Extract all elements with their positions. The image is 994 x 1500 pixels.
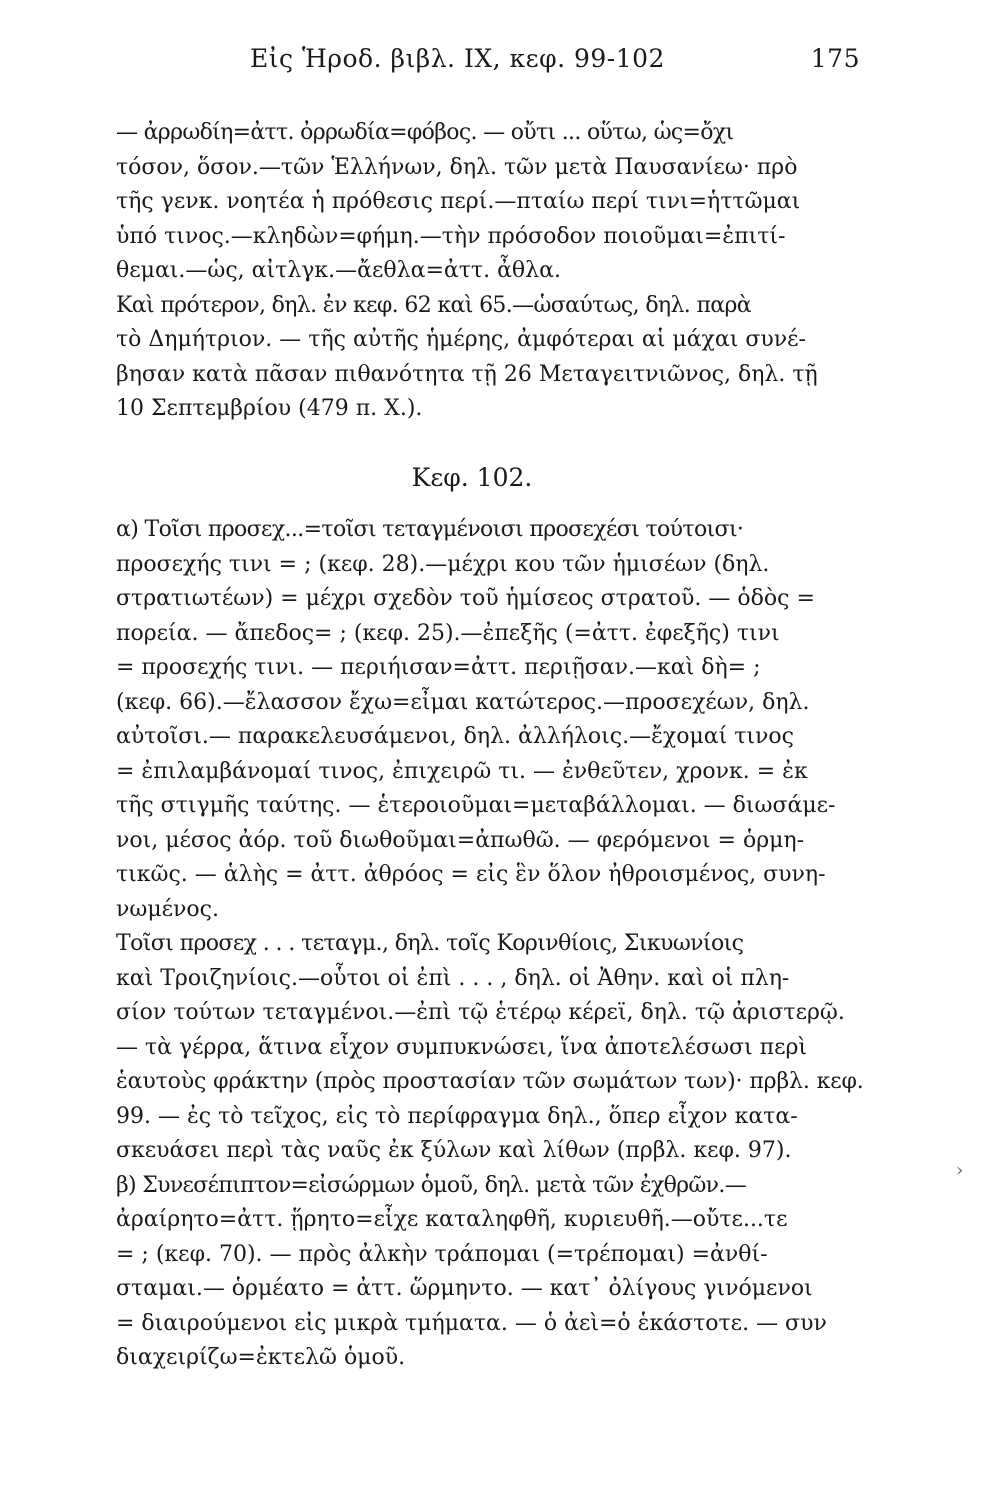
text-line: διαχειρίζω=ἐκτελῶ ὁμοῦ.	[116, 1345, 406, 1370]
text-line: ἀραίρητο=ἀττ. ᾕρητο=εἶχε καταληφθῆ, κυριευθῆ.—οὔτε...τε	[116, 1207, 788, 1232]
paragraph-2	[80, 289, 864, 427]
text-line: 10 Σεπτεμβρίου (479 π. Χ.).	[116, 396, 423, 421]
text-line: νωμένος.	[116, 896, 219, 922]
text-line: τῆς γενκ. νοητέα ἡ πρόθεσις περί.—πταίω περί τινι=ἡττῶμαι	[116, 189, 801, 214]
text-line: = διαιρούμενοι εἰς μικρὰ τμήματα. — ὁ ἀεὶ=ὁ ἑκάστοτε. — συν	[116, 1310, 827, 1336]
paragraph-1	[80, 116, 864, 289]
text-line: σκευάσει περὶ τὰς ναῦς ἐκ ξύλων καὶ λίθων (πρβλ. κεφ. 97).	[116, 1138, 792, 1163]
text-line: σίον τούτων τεταγμένοι.—ἐπὶ τῷ ἑτέρῳ κέρεϊ, δηλ. τῷ ἀριστερῷ.	[116, 1000, 845, 1025]
commentary-text	[80, 116, 864, 1376]
text-line: Τοῖσι προσεχ . . . τεταγμ., δηλ. τοῖς Κορινθίοις, Σικυωνίοις	[116, 931, 744, 956]
text-line: ὑπό τινος.—κληδὼν=φήμη.—τὴν πρόσοδον ποιοῦμαι=ἐπιτί-	[116, 223, 786, 249]
text-line: σταμαι.— ὁρμέατο = ἀττ. ὥρμηντο. — κατ᾽ ὀλίγους γινόμενοι	[116, 1276, 813, 1301]
text-line: τόσον, ὅσον.—τῶν Ἑλλήνων, δηλ. τῶν μετὰ Παυσανίεω· πρὸ	[116, 154, 798, 180]
paragraph-5	[80, 1169, 864, 1376]
text-line: αὐτοῖσι.— παρακελευσάμενοι, δηλ. ἀλλήλοις.—ἔχομαί τινος	[116, 724, 794, 749]
paragraph-4	[80, 927, 864, 1169]
text-line: α) Τοῖσι προσεχ...=τοῖσι τεταγμένοισι προσεχέσι τούτοισι·	[116, 517, 744, 542]
text-line: τικῶς. — ἁλὴς = ἀττ. ἀθρόος = εἰς ἓν ὅλον ἠθροισμένος, συνη-	[116, 862, 826, 887]
text-line: προσεχής τινι = ; (κεφ. 28).—μέχρι κου τῶν ἡμισέων (δηλ.	[116, 551, 770, 577]
text-line: — τὰ γέρρα, ἅτινα εἶχον συμπυκνώσει, ἵνα ἀποτελέσωσι περὶ	[116, 1034, 808, 1060]
text-line: νοι, μέσος ἀόρ. τοῦ διωθοῦμαι=ἀπωθῶ. — φερόμενοι = ὁρμη-	[116, 827, 805, 853]
text-line: = προσεχής τινι. — περιήισαν=ἀττ. περιῇσαν.—καὶ δὴ= ;	[116, 655, 761, 680]
text-line: καὶ Τροιζηνίοις.—οὗτοι οἱ ἐπὶ . . . , δηλ. οἱ Ἀθην. καὶ οἱ πλη-	[116, 965, 790, 991]
text-line: ἑαυτοὺς φράκτην (πρὸς προστασίαν τῶν σωμάτων των)· πρβλ. κεφ.	[116, 1069, 864, 1094]
text-line: θεμαι.—ὡς, αἰτλγκ.—ἄεθλα=ἀττ. ἆθλα.	[116, 258, 561, 283]
paragraph-3	[80, 513, 864, 927]
running-header	[80, 44, 860, 80]
text-line: τῆς στιγμῆς ταύτης. — ἑτεροιοῦμαι=μεταβάλλομαι. — διωσάμε-	[116, 793, 836, 818]
text-line: πορεία. — ἄπεδος= ; (κεφ. 25).—ἐπεξῆς (=ἀττ. ἐφεξῆς) τινι	[116, 620, 780, 646]
page-number: 175	[810, 44, 860, 73]
text-line: Καὶ πρότερον, δηλ. ἐν κεφ. 62 καὶ 65.—ὡσαύτως, δηλ. παρὰ	[116, 292, 751, 318]
text-line: στρατιωτέων) = μέχρι σχεδὸν τοῦ ἡμίσεος στρατοῦ. — ὁδὸς =	[116, 586, 815, 611]
margin-mark: ›	[956, 1160, 964, 1181]
text-line: 99. — ἐς τὸ τεῖχος, εἰς τὸ περίφραγμα δηλ., ὅπερ εἶχον κατα-	[116, 1103, 798, 1129]
section-heading: Κεφ. 102.	[411, 462, 533, 492]
text-line: = ; (κεφ. 70). — πρὸς ἀλκὴν τράπομαι (=τρέπομαι) =ἀνθί-	[116, 1241, 768, 1267]
text-line: β) Συνεσέπιπτον=εἰσώρμων ὁμοῦ, δηλ. μετὰ τῶν ἐχθρῶν.—	[116, 1172, 747, 1198]
running-title: Εἰς Ἡροδ. βιβλ. IX, κεφ. 99-102	[250, 44, 665, 73]
text-line: τὸ Δημήτριον. — τῆς αὐτῆς ἡμέρης, ἀμφότεραι αἱ μάχαι συνέ-	[116, 327, 806, 352]
text-line: (κεφ. 66).—ἔλασσον ἔχω=εἶμαι κατώτερος.—προσεχέων, δηλ.	[116, 689, 810, 715]
text-line: — ἀρρωδίη=ἀττ. ὀρρωδία=φόβος. — οὔτι ... οὕτω, ὡς=ὄχι	[116, 120, 734, 145]
text-line: βησαν κατὰ πᾶσαν πιθανότητα τῇ 26 Μεταγειτνιῶνος, δηλ. τῇ	[116, 361, 818, 387]
text-line: = ἐπιλαμβάνομαί τινος, ἐπιχειρῶ τι. — ἐνθεῦτεν, χρονκ. = ἐκ	[116, 758, 808, 784]
